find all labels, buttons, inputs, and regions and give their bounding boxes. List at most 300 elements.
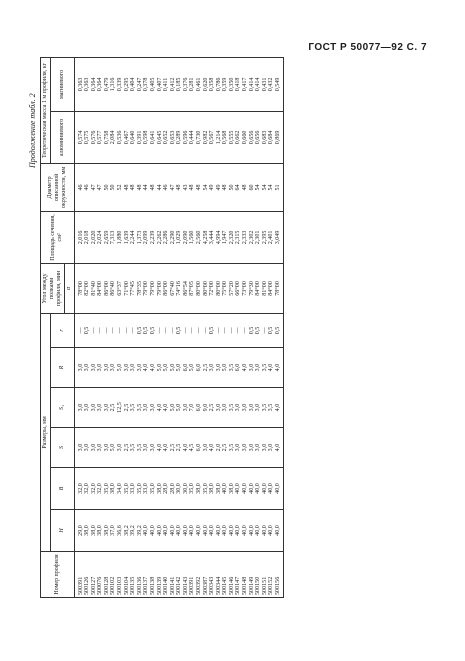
cell-diameter: 54 xyxy=(268,163,275,211)
cell-r-small: — xyxy=(91,313,98,347)
cell-s1: 4,0 xyxy=(275,388,284,428)
cell-angle: 67°40 xyxy=(170,263,177,313)
cell-mass-magnesium: 0,378 xyxy=(143,57,150,111)
cell-number: 500104 xyxy=(124,552,131,598)
cell-s1: 3,0 xyxy=(143,388,150,428)
cell-area: 2,290 xyxy=(170,211,177,263)
cell-mass-magnesium: 0,407 xyxy=(157,57,164,111)
cell-mass-aluminium: 0,656 xyxy=(249,111,256,163)
cell-angle: 79°00 xyxy=(143,263,150,313)
cell-angle: 84°00 xyxy=(97,263,104,313)
cell-h: 38,2 xyxy=(124,510,131,552)
cell-mass-aluminium: 0,467 xyxy=(124,111,131,163)
cell-diameter: 47 xyxy=(91,163,98,211)
cell-r-small: 0,5 xyxy=(249,313,256,347)
cell-s1: 3,5 xyxy=(137,388,144,428)
cell-s1: 4,0 xyxy=(163,388,170,428)
header-s1: S₁ xyxy=(50,388,74,428)
cell-diameter: 44 xyxy=(157,163,164,211)
table-row xyxy=(268,57,275,597)
cell-mass-magnesium: 0,414 xyxy=(249,57,256,111)
cell-number: 500150 xyxy=(255,552,262,598)
cell-s: 3,5 xyxy=(137,428,144,468)
cell-angle: 71°00 xyxy=(124,263,131,313)
header-r-small: r xyxy=(50,313,74,347)
cell-s1: 3,0 xyxy=(84,388,91,428)
header-h: H xyxy=(50,510,74,552)
cell-angle: 82°00 xyxy=(84,263,91,313)
cell-mass-magnesium: 0,350 xyxy=(229,57,236,111)
cell-r-big: 3,0 xyxy=(110,348,117,388)
cell-r-small: — xyxy=(242,313,249,347)
cell-b: 32,0 xyxy=(91,468,98,510)
cell-mass-magnesium: 0,432 xyxy=(268,57,275,111)
cell-area: 3,444 xyxy=(209,211,216,263)
cell-angle: 80°00 xyxy=(216,263,223,313)
cell-number: 500147 xyxy=(235,552,242,598)
cell-area: 4,258 xyxy=(203,211,210,263)
cell-b: 32,0 xyxy=(74,468,84,510)
cell-r-small: 0,5 xyxy=(268,313,275,347)
cell-area: 7,313 xyxy=(110,211,117,263)
cell-r-big: 5,0 xyxy=(189,348,196,388)
cell-number: 500344 xyxy=(216,552,223,598)
table-row xyxy=(91,57,98,597)
cell-s1: 3,0 xyxy=(249,388,256,428)
cell-r-small: — xyxy=(229,313,236,347)
cell-r-small: 0,5 xyxy=(84,313,91,347)
cell-angle: 84°00 xyxy=(268,263,275,313)
cell-r-small: 0,5 xyxy=(275,313,284,347)
cell-mass-aluminium: 0,662 xyxy=(235,111,242,163)
cell-s1: 3,0 xyxy=(97,388,104,428)
cell-mass-aluminium: 0,574 xyxy=(74,111,84,163)
cell-r-big: 3,0 xyxy=(249,348,256,388)
cell-mass-aluminium: 0,596 xyxy=(183,111,190,163)
cell-number: 500391 xyxy=(74,552,84,598)
cell-number: 500391 xyxy=(189,552,196,598)
header-sizes: Размеры, мм xyxy=(41,313,51,551)
cell-b: 32,0 xyxy=(97,468,104,510)
cell-s: 3,0 xyxy=(74,428,84,468)
cell-area: 2,301 xyxy=(255,211,262,263)
cell-area: 2,099 xyxy=(143,211,150,263)
cell-number: 500343 xyxy=(209,552,216,598)
table-row xyxy=(242,57,249,597)
table-row xyxy=(275,57,284,597)
cell-mass-aluminium: 0,444 xyxy=(189,111,196,163)
cell-s: 3,0 xyxy=(104,428,111,468)
cell-angle: 81°00 xyxy=(262,263,269,313)
cell-b: 35,0 xyxy=(104,468,111,510)
cell-diameter: 51 xyxy=(275,163,284,211)
cell-h: 29,0 xyxy=(74,510,84,552)
table-row xyxy=(209,57,216,597)
cell-s: 4,5 xyxy=(189,428,196,468)
header-number: Номер профиля xyxy=(41,552,75,598)
table-row xyxy=(117,57,124,597)
cell-mass-magnesium: 0,363 xyxy=(74,57,84,111)
cell-r-big: 4,0 xyxy=(275,348,284,388)
cell-s: 6,0 xyxy=(196,428,203,468)
cell-mass-magnesium: 0,281 xyxy=(189,57,196,111)
cell-r-small: — xyxy=(157,313,164,347)
cell-mass-aluminium: 0,391 xyxy=(137,111,144,163)
cell-area: 2,262 xyxy=(157,211,164,263)
table-row xyxy=(222,57,229,597)
cell-h: 38,0 xyxy=(91,510,98,552)
cell-s1: 2,5 xyxy=(124,388,131,428)
cell-s1: 2,5 xyxy=(209,388,216,428)
header-aluminium: алюминиевого xyxy=(50,111,74,163)
cell-b: 33,0 xyxy=(130,468,137,510)
cell-mass-aluminium: 0,536 xyxy=(117,111,124,163)
cell-diameter: 50 xyxy=(104,163,111,211)
cell-area: 2,560 xyxy=(196,211,203,263)
cell-mass-aluminium: 0,567 xyxy=(209,111,216,163)
cell-number: 500103 xyxy=(117,552,124,598)
cell-r-big: 5,0 xyxy=(176,348,183,388)
cell-angle: 63°37 xyxy=(117,263,124,313)
cell-s: 3,0 xyxy=(150,428,157,468)
cell-b: 40,0 xyxy=(268,468,275,510)
cell-r-small: — xyxy=(117,313,124,347)
cell-r-big: 5,0 xyxy=(170,348,177,388)
cell-mass-magnesium: 0,358 xyxy=(209,57,216,111)
cell-r-big: 5,0 xyxy=(157,348,164,388)
cell-h: 40,0 xyxy=(170,510,177,552)
cell-r-small: — xyxy=(189,313,196,347)
cell-mass-magnesium: 0,786 xyxy=(216,57,223,111)
cell-r-big: 3,0 xyxy=(209,348,216,388)
cell-mass-magnesium: 0,418 xyxy=(235,57,242,111)
page-header: ГОСТ Р 50077—92 С. 7 xyxy=(308,42,427,53)
cell-mass-magnesium: 0,376 xyxy=(183,57,190,111)
cell-r-big: 3,0 xyxy=(124,348,131,388)
cell-angle: 84°00 xyxy=(255,263,262,313)
cell-s: 4,0 xyxy=(157,428,164,468)
cell-diameter: 52 xyxy=(117,163,124,211)
cell-angle: 74°16 xyxy=(176,263,183,313)
header-angle: Угол между полками профиля, мин xyxy=(41,263,65,313)
cell-h: 40,0 xyxy=(196,510,203,552)
cell-mass-magnesium: 0,412 xyxy=(170,57,177,111)
cell-diameter: 54 xyxy=(203,163,210,211)
cell-h: 40,0 xyxy=(216,510,223,552)
cell-r-small: 0,5 xyxy=(137,313,144,347)
cell-s: 3,0 xyxy=(255,428,262,468)
cell-h: 38,0 xyxy=(104,510,111,552)
cell-r-big: 3,0 xyxy=(97,348,104,388)
cell-r-big: 3,0 xyxy=(74,348,84,388)
cell-number: 500102 xyxy=(110,552,117,598)
cell-s1: 3,5 xyxy=(229,388,236,428)
cell-h: 40,0 xyxy=(229,510,236,552)
cell-area: 1,373 xyxy=(137,211,144,263)
cell-mass-magnesium: 0,247 xyxy=(137,57,144,111)
cell-s: 4,0 xyxy=(163,428,170,468)
table-row xyxy=(163,57,170,597)
cell-s1: 7,0 xyxy=(189,388,196,428)
cell-area: 2,315 xyxy=(235,211,242,263)
table-row xyxy=(255,57,262,597)
cell-r-big: 4,0 xyxy=(150,348,157,388)
cell-mass-magnesium: 0,295 xyxy=(124,57,131,111)
table-row xyxy=(110,57,117,597)
table-row xyxy=(150,57,157,597)
cell-number: 500140 xyxy=(163,552,170,598)
cell-s1: 3,0 xyxy=(242,388,249,428)
cell-mass-aluminium: 0,684 xyxy=(268,111,275,163)
cell-b: 38,0 xyxy=(196,468,203,510)
cell-r-big: 5,0 xyxy=(163,348,170,388)
cell-angle: 86°54 xyxy=(183,263,190,313)
cell-mass-aluminium: 0,555 xyxy=(229,111,236,163)
cell-diameter: 49 xyxy=(209,163,216,211)
cell-b: 38,0 xyxy=(110,468,117,510)
cell-number: 500151 xyxy=(262,552,269,598)
cell-r-big: 6,0 xyxy=(235,348,242,388)
cell-r-small: — xyxy=(216,313,223,347)
cell-area: 2,024 xyxy=(97,211,104,263)
cell-number: 500141 xyxy=(170,552,177,598)
cell-number: 500152 xyxy=(268,552,275,598)
cell-r-small: 0,5 xyxy=(150,313,157,347)
cell-diameter: 48 xyxy=(242,163,249,211)
cell-s: 4,0 xyxy=(275,428,284,468)
header-s: S xyxy=(50,428,74,468)
cell-diameter: 48 xyxy=(196,163,203,211)
table-body xyxy=(74,57,284,597)
table-row xyxy=(262,57,269,597)
cell-h: 40,0 xyxy=(268,510,275,552)
cell-b: 40,0 xyxy=(275,468,284,510)
cell-mass-magnesium: 0,363 xyxy=(84,57,91,111)
cell-b: 40,0 xyxy=(262,468,269,510)
cell-angle: 77°45 xyxy=(130,263,137,313)
cell-s1: 3,0 xyxy=(216,388,223,428)
cell-s1: 3,0 xyxy=(235,388,242,428)
cell-b: 38,0 xyxy=(157,468,164,510)
cell-angle: 79°30 xyxy=(249,263,256,313)
cell-number: 500142 xyxy=(176,552,183,598)
cell-diameter: 50 xyxy=(110,163,117,211)
cell-mass-aluminium: 0,660 xyxy=(242,111,249,163)
cell-mass-magnesium: 0,404 xyxy=(130,57,137,111)
cell-r-small: — xyxy=(196,313,203,347)
cell-s: 3,0 xyxy=(117,428,124,468)
cell-mass-aluminium: 0,598 xyxy=(143,111,150,163)
table-row xyxy=(137,57,144,597)
cell-r-small: — xyxy=(110,313,117,347)
cell-r-big: 3,0 xyxy=(84,348,91,388)
cell-angle: 86°00 xyxy=(163,263,170,313)
cell-s: 2,5 xyxy=(124,428,131,468)
cell-angle: 78°00 xyxy=(275,263,284,313)
table-row xyxy=(235,57,242,597)
cell-diameter: 50 xyxy=(229,163,236,211)
cell-s1: 4,0 xyxy=(157,388,164,428)
cell-r-big: 4,0 xyxy=(143,348,150,388)
cell-number: 500126 xyxy=(84,552,91,598)
cell-b: 28,0 xyxy=(170,468,177,510)
cell-s: 4,0 xyxy=(209,428,216,468)
cell-diameter: 43 xyxy=(183,163,190,211)
cell-area: 2,244 xyxy=(130,211,137,263)
cell-diameter: 54 xyxy=(255,163,262,211)
cell-h: 40,0 xyxy=(255,510,262,552)
cell-h: 40,0 xyxy=(176,510,183,552)
cell-mass-magnesium: 0,417 xyxy=(242,57,249,111)
cell-r-small: — xyxy=(222,313,229,347)
cell-diameter: 64 xyxy=(235,163,242,211)
cell-area: 2,659 xyxy=(104,211,111,263)
cell-b: 34,0 xyxy=(117,468,124,510)
cell-s1: 9,0 xyxy=(203,388,210,428)
cell-h: 40,0 xyxy=(163,510,170,552)
cell-s1: 3,0 xyxy=(183,388,190,428)
cell-area: 2,320 xyxy=(229,211,236,263)
profile-dimensions-table xyxy=(40,57,284,598)
cell-r-small: — xyxy=(170,313,177,347)
cell-h: 40,0 xyxy=(189,510,196,552)
cell-area: 2,286 xyxy=(163,211,170,263)
cell-diameter: 48 xyxy=(137,163,144,211)
table-row xyxy=(189,57,196,597)
cell-mass-magnesium: 0,185 xyxy=(176,57,183,111)
cell-r-big: 3,0 xyxy=(91,348,98,388)
cell-s: 5,0 xyxy=(110,428,117,468)
cell-diameter: 46 xyxy=(84,163,91,211)
cell-angle: 86°00 xyxy=(104,263,111,313)
cell-area: 1,639 xyxy=(124,211,131,263)
cell-area: 4,994 xyxy=(216,211,223,263)
cell-number: 500143 xyxy=(183,552,190,598)
cell-s: 3,0 xyxy=(143,428,150,468)
cell-number: 500149 xyxy=(249,552,256,598)
cell-area: 1,560 xyxy=(189,211,196,263)
header-b: B xyxy=(50,468,74,510)
cell-s: 2,5 xyxy=(170,428,177,468)
cell-s: 2,5 xyxy=(176,428,183,468)
cell-mass-magnesium: 0,479 xyxy=(104,57,111,111)
cell-r-big: 3,0 xyxy=(104,348,111,388)
table-row xyxy=(216,57,223,597)
cell-angle: 73°00 xyxy=(242,263,249,313)
cell-h: 40,0 xyxy=(235,510,242,552)
cell-r-small: — xyxy=(130,313,137,347)
cell-mass-magnesium: 0,461 xyxy=(196,57,203,111)
cell-h: 39,2 xyxy=(130,510,137,552)
cell-s: 3,5 xyxy=(130,428,137,468)
cell-h: 37,0 xyxy=(110,510,117,552)
cell-s: 3,0 xyxy=(262,428,269,468)
cell-s: 3,0 xyxy=(203,428,210,468)
cell-area: 2,401 xyxy=(268,211,275,263)
cell-mass-aluminium: 0,656 xyxy=(255,111,262,163)
cell-h: 40,0 xyxy=(242,510,249,552)
cell-area: 1,029 xyxy=(176,211,183,263)
cell-s: 3,0 xyxy=(249,428,256,468)
cell-area: 2,333 xyxy=(242,211,249,263)
cell-h: 40,0 xyxy=(183,510,190,552)
header-area: Площадь сечения, см² xyxy=(41,211,75,263)
table-row xyxy=(124,57,131,597)
cell-mass-aluminium: 0,641 xyxy=(150,111,157,163)
cell-b: 35,0 xyxy=(203,468,210,510)
cell-s: 2,0 xyxy=(216,428,223,468)
cell-diameter: 60 xyxy=(249,163,256,211)
cell-b: 35,0 xyxy=(124,468,131,510)
cell-s1: 3,0 xyxy=(74,388,84,428)
continuation-label: Продолжение табл. 2 xyxy=(28,93,37,168)
cell-mass-magnesium: 0,405 xyxy=(150,57,157,111)
cell-diameter: 48 xyxy=(124,163,131,211)
cell-r-small: 0,5 xyxy=(176,313,183,347)
cell-r-small: — xyxy=(235,313,242,347)
cell-s1: 3,0 xyxy=(255,388,262,428)
cell-mass-magnesium: 0,414 xyxy=(255,57,262,111)
cell-r-small: — xyxy=(104,313,111,347)
cell-s: 3,5 xyxy=(229,428,236,468)
table-row xyxy=(84,57,91,597)
cell-mass-aluminium: 0,577 xyxy=(97,111,104,163)
cell-r-big: 3,0 xyxy=(137,348,144,388)
cell-r-small: — xyxy=(74,313,84,347)
cell-number: 500137 xyxy=(143,552,150,598)
table-row xyxy=(176,57,183,597)
cell-mass-aluminium: 0,653 xyxy=(170,111,177,163)
cell-mass-aluminium: 0,289 xyxy=(176,111,183,163)
cell-diameter: 48 xyxy=(150,163,157,211)
cell-number: 500076 xyxy=(97,552,104,598)
cell-s: 3,0 xyxy=(84,428,91,468)
cell-b: 30,0 xyxy=(176,468,183,510)
cell-b: 35,0 xyxy=(150,468,157,510)
cell-angle: 86°40 xyxy=(110,263,117,313)
cell-s1: 2,5 xyxy=(110,388,117,428)
cell-h: 40,0 xyxy=(249,510,256,552)
cell-number: 500146 xyxy=(229,552,236,598)
cell-number: 500128 xyxy=(104,552,111,598)
cell-mass-magnesium: 0,620 xyxy=(203,57,210,111)
cell-h: 38,0 xyxy=(84,510,91,552)
cell-angle: 66°00 xyxy=(235,263,242,313)
cell-mass-aluminium: 1,214 xyxy=(216,111,223,163)
cell-angle: 80°00 xyxy=(196,263,203,313)
table-row xyxy=(196,57,203,597)
cell-b: 28,0 xyxy=(163,468,170,510)
cell-diameter: 49 xyxy=(216,163,223,211)
cell-diameter: 48 xyxy=(130,163,137,211)
cell-r-small: — xyxy=(163,313,170,347)
cell-s1: 3,5 xyxy=(262,388,269,428)
cell-diameter: 47 xyxy=(170,163,177,211)
cell-area: 2,016 xyxy=(74,211,84,263)
cell-s1: 3,0 xyxy=(104,388,111,428)
cell-diameter: 46 xyxy=(163,163,170,211)
cell-angle: 81°40 xyxy=(91,263,98,313)
table-row xyxy=(203,57,210,597)
table-row xyxy=(143,57,150,597)
cell-b: 40,0 xyxy=(235,468,242,510)
cell-h: 40,0 xyxy=(143,510,150,552)
cell-mass-aluminium: 0,683 xyxy=(262,111,269,163)
cell-s: 3,0 xyxy=(268,428,275,468)
cell-s1: 12,5 xyxy=(117,388,124,428)
cell-area: 2,020 xyxy=(91,211,98,263)
table-row xyxy=(97,57,104,597)
